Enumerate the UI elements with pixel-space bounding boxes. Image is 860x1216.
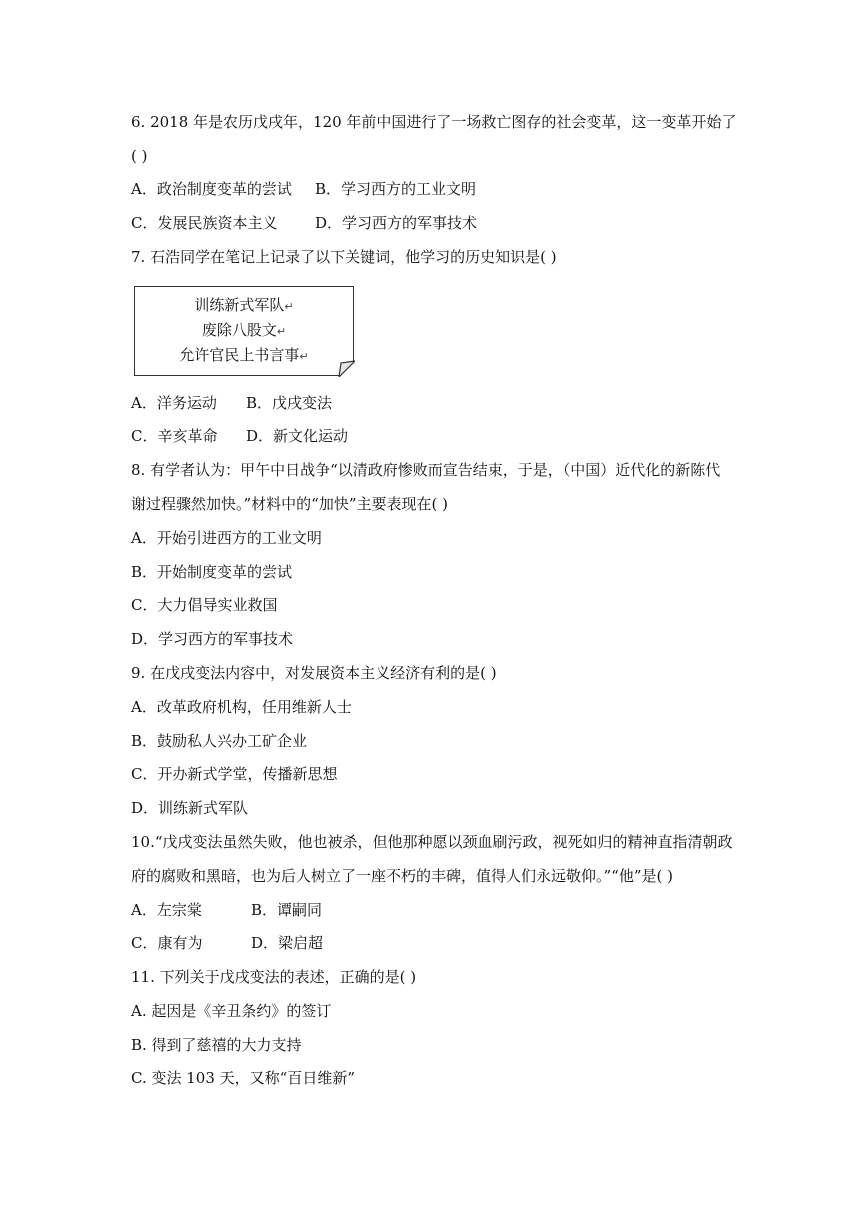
- q7-option-d: D．新文化运动: [246, 427, 349, 445]
- q6-answer-blank: ( ): [131, 147, 148, 165]
- q7-option-c: C．辛亥革命: [131, 427, 218, 445]
- q9-stem: 9. 在戊戌变法内容中，对发展资本主义经济有利的是( ): [131, 664, 497, 682]
- q10-option-c: C．康有为: [131, 934, 203, 952]
- note-line: 废除八股文↵: [201, 321, 287, 339]
- q7-option-b: B．戊戌变法: [246, 394, 333, 412]
- q10-stem-cont: 府的腐败和黑暗，也为后人树立了一座不朽的丰碑，值得人们永远敬仰。”“他”是( ): [131, 867, 673, 885]
- q9-option-b: B．鼓励私人兴办工矿企业: [131, 732, 308, 750]
- q11-option-a: A. 起因是《辛丑条约》的签订: [131, 1002, 332, 1020]
- q8-option-b: B．开始制度变革的尝试: [131, 563, 293, 581]
- q9-option-c: C．开办新式学堂，传播新思想: [131, 765, 338, 783]
- q6-option-c: C．发展民族资本主义: [131, 214, 278, 232]
- q7-option-a: A．洋务运动: [131, 394, 217, 412]
- q10-option-d: D．梁启超: [251, 934, 324, 952]
- q6-option-a: A．政治制度变革的尝试: [131, 180, 292, 198]
- q9-option-d: D．训练新式军队: [131, 799, 249, 817]
- q7-stem: 7. 石浩同学在笔记上记录了以下关键词，他学习的历史知识是( ): [131, 248, 557, 266]
- note-line: 训练新式军队↵: [194, 296, 294, 314]
- q8-option-a: A．开始引进西方的工业文明: [131, 529, 322, 547]
- q11-option-b: B. 得到了慈禧的大力支持: [131, 1036, 302, 1054]
- folded-corner-icon: [337, 359, 355, 377]
- q11-stem: 11. 下列关于戊戌变法的表述，正确的是( ): [131, 968, 417, 986]
- q6-stem: 6. 2018 年是农历戊戌年，120 年前中国进行了一场救亡图存的社会变革，这一变革开始了: [131, 113, 737, 131]
- paragraph-mark-icon: ↵: [276, 325, 287, 338]
- note-line: 允许官民上书言事↵: [179, 346, 309, 364]
- q8-stem-cont: 谢过程骤然加快。”材料中的“加快”主要表现在( ): [131, 495, 448, 513]
- paragraph-mark-icon: ↵: [284, 300, 294, 313]
- q10-option-b: B．谭嗣同: [251, 901, 323, 919]
- q8-option-d: D．学习西方的军事技术: [131, 630, 294, 648]
- paragraph-mark-icon: ↵: [299, 350, 309, 363]
- q6-option-b: B．学习西方的工业文明: [315, 180, 477, 198]
- q11-option-c: C. 变法 103 天，又称“百日维新”: [131, 1069, 355, 1087]
- q6-option-d: D．学习西方的军事技术: [315, 214, 478, 232]
- q8-option-c: C．大力倡导实业救国: [131, 596, 278, 614]
- keyword-note-box: [134, 286, 354, 376]
- q10-option-a: A．左宗棠: [131, 901, 202, 919]
- q10-stem: 10.“戊戌变法虽然失败，他也被杀，但他那种愿以颈血刷污政，视死如归的精神直指清朝政: [131, 833, 733, 851]
- q8-stem: 8. 有学者认为：甲午中日战争“以清政府惨败而宣告结束，于是，（中国）近代化的新陈代: [131, 461, 721, 479]
- q9-option-a: A．改革政府机构，任用维新人士: [131, 698, 352, 716]
